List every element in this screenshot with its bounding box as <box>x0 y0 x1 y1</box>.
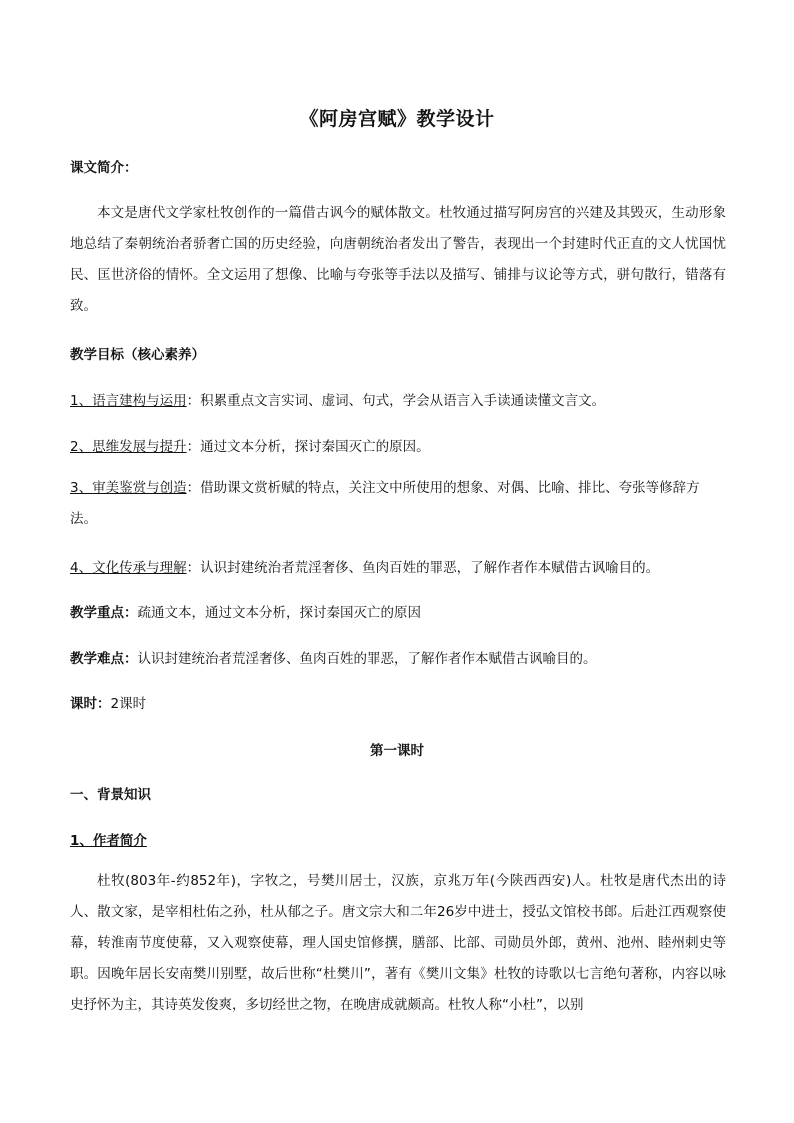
author-paragraph: 杜牧(803年-约852年)，字牧之，号樊川居士，汉族，京兆万年(今陕西西安)人。杜牧是唐代杰出的诗人、散文家，是宰相杜佑之孙，杜从郁之子。唐文宗大和二年26岁中进士，授弘文馆校书郎。后赴江西观察使幕，转淮南节度使幕，又入观察使幕，理人国史馆修撰，膳部、比部、司勋员外郎，黄州、池州、睦州刺史等职。因晚年居长安南樊川别墅，故后世称“杜樊川”，著有《樊川文集》杜牧的诗歌以七言绝句著称，内容以咏史抒怀为主，其诗英发俊爽，多切经世之物，在晚唐成就颇高。杜牧人称“小杜”，以别 <box>70 873 726 1013</box>
lesson-heading: 第一课时 <box>370 743 424 759</box>
goal-item-2 <box>70 435 726 455</box>
teaching-focus-label: 教学重点： <box>70 605 138 621</box>
teaching-difficulty <box>70 647 726 667</box>
intro-paragraph: 本文是唐代文学家杜牧创作的一篇借古讽今的赋体散文。杜牧通过描写阿房宫的兴建及其毁灭，生动形象地总结了秦朝统治者骄奢亡国的历史经验，向唐朝统治者发出了警告，表现出一个封建时代正直的文人忧国忧民、匡世济俗的情怀。全文运用了想像、比喻与夸张等手法以及描写、铺排与议论等方式，骈句散行，错落有致。 <box>70 205 726 314</box>
goal-4-number: 4、 <box>70 560 93 576</box>
class-hours-label: 课时： <box>70 696 111 712</box>
goal-item-4 <box>70 556 726 576</box>
goal-2-text: ：通过文本分析，探讨秦国灭亡的原因。 <box>186 439 430 455</box>
intro-heading: 课文简介： <box>70 160 138 176</box>
class-hours-text: 2课时 <box>110 696 147 712</box>
goals-heading: 教学目标（核心素养） <box>70 347 205 363</box>
goal-3-text: ：借助课文赏析赋的特点，关注文中所使用的想象、对偶、比喻、排比、夸张等修辞方法。 <box>70 480 700 527</box>
teaching-focus-text: 疏通文本，通过文本分析，探讨秦国灭亡的原因 <box>137 605 421 621</box>
goal-3-number: 3、 <box>70 480 93 496</box>
goal-2-key: 思维发展与提升 <box>92 439 187 455</box>
goal-4-text: ：认识封建统治者荒淫奢侈、鱼肉百姓的罪恶，了解作者作本赋借古讽喻目的。 <box>186 560 660 576</box>
goal-4-key: 文化传承与理解 <box>92 560 187 576</box>
goal-2-number: 2、 <box>70 439 93 455</box>
goal-item-1 <box>70 389 726 409</box>
teaching-difficulty-text: 认识封建统治者荒淫奢侈、鱼肉百姓的罪恶，了解作者作本赋借古讽喻目的。 <box>137 651 597 667</box>
goal-1-number: 1、 <box>70 393 93 409</box>
goal-3-key: 审美鉴赏与创造 <box>92 480 187 496</box>
class-hours <box>70 692 726 712</box>
section-background-heading: 一、背景知识 <box>70 787 151 803</box>
teaching-focus <box>70 601 726 621</box>
author-intro-heading: 1、作者简介 <box>70 833 147 849</box>
document-title: 《阿房宫赋》教学设计 <box>299 108 495 130</box>
goal-1-text: ：积累重点文言实词、虚词、句式，学会从语言入手读通读懂文言文。 <box>186 393 606 409</box>
goal-1-key: 语言建构与运用 <box>92 393 187 409</box>
teaching-difficulty-label: 教学难点： <box>70 651 138 667</box>
goal-item-3 <box>70 473 726 535</box>
